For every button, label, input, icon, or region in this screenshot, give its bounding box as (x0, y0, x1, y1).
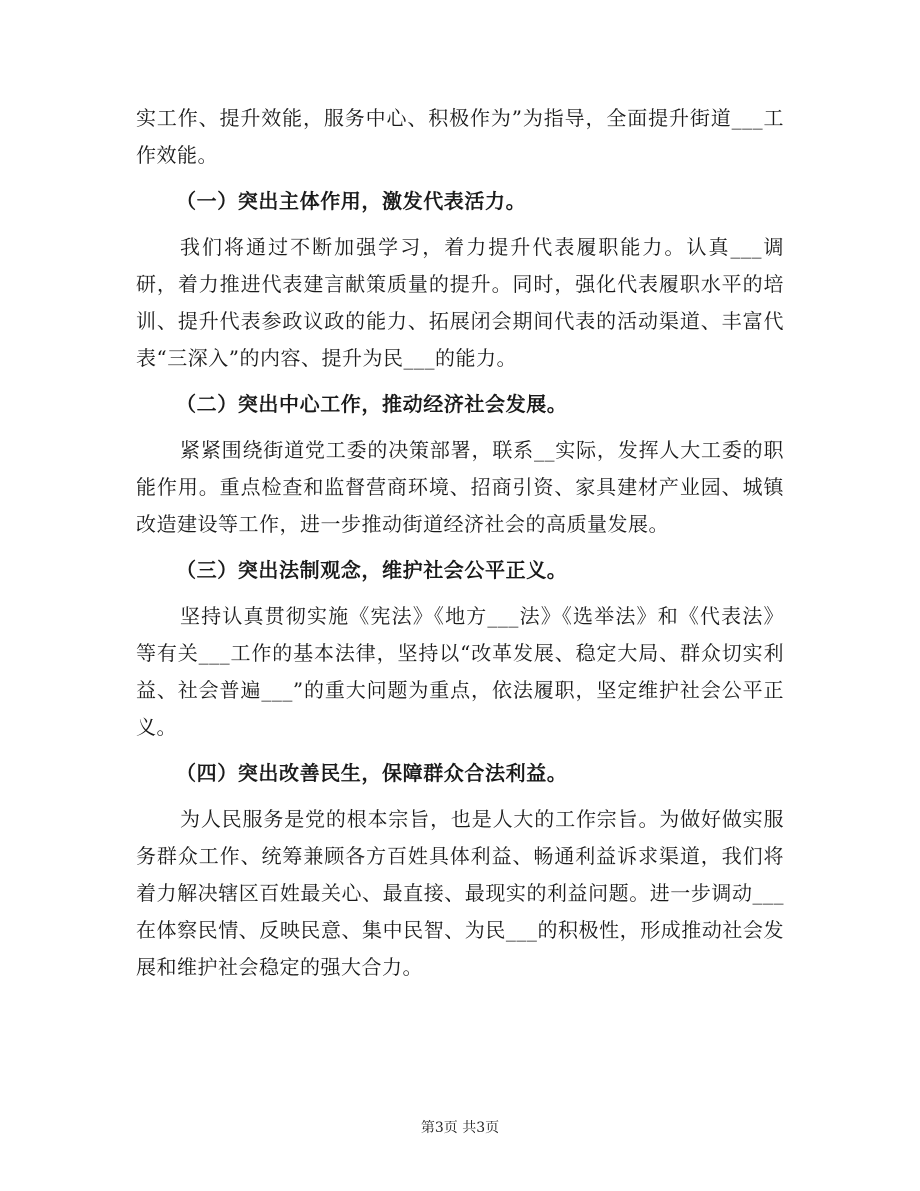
section-heading-1: （一）突出主体作用，激发代表活力。 (176, 189, 527, 213)
paragraph-section-1: 我们将通过不断加强学习，着力提升代表履职能力。认真___调研，着力推进代表建言献策质量的提升。同时，强化代表履职水平的培训、提升代表参政议政的能力、拓展闭会期间代表的活动渠道、丰富代表“三深入”的内容、提升为民___的能力。 (136, 235, 784, 370)
paragraph-section-2: 紧紧围绕街道党工委的决策部署，联系__实际，发挥人大工委的职能作用。重点检查和监督营商环境、招商引资、家具建材产业园、城镇改造建设等工作，进一步推动街道经济社会的高质量发展。 (136, 438, 784, 536)
paragraph-intro: 实工作、提升效能，服务中心、积极作为”为指导，全面提升街道___工作效能。 (136, 106, 784, 167)
page-number-footer: 第3页 共3页 (420, 1120, 500, 1136)
section-heading-2: （二）突出中心工作，推动经济社会发展。 (176, 392, 568, 416)
document-page (136, 100, 784, 995)
section-heading-3: （三）突出法制观念，维护社会公平正义。 (176, 558, 568, 582)
paragraph-section-4: 为人民服务是党的根本宗旨，也是人大的工作宗旨。为做好做实服务群众工作、统筹兼顾各方百姓具体利益、畅通利益诉求渠道，我们将着力解决辖区百姓最关心、最直接、最现实的利益问题。进一步调动___在体察民情、反映民意、集中民智、为民___的积极性，形成推动社会发展和维护社会稳定的强大合力。 (136, 807, 784, 979)
paragraph-section-3: 坚持认真贯彻实施《宪法》《地方___法》《选举法》和《代表法》等有关___工作的基本法律，坚持以“改革发展、稳定大局、群众切实利益、社会普遍___”的重大问题为重点，依法履职，坚定维护社会公平正义。 (136, 604, 784, 739)
section-heading-4: （四）突出改善民生，保障群众合法利益。 (176, 761, 568, 785)
